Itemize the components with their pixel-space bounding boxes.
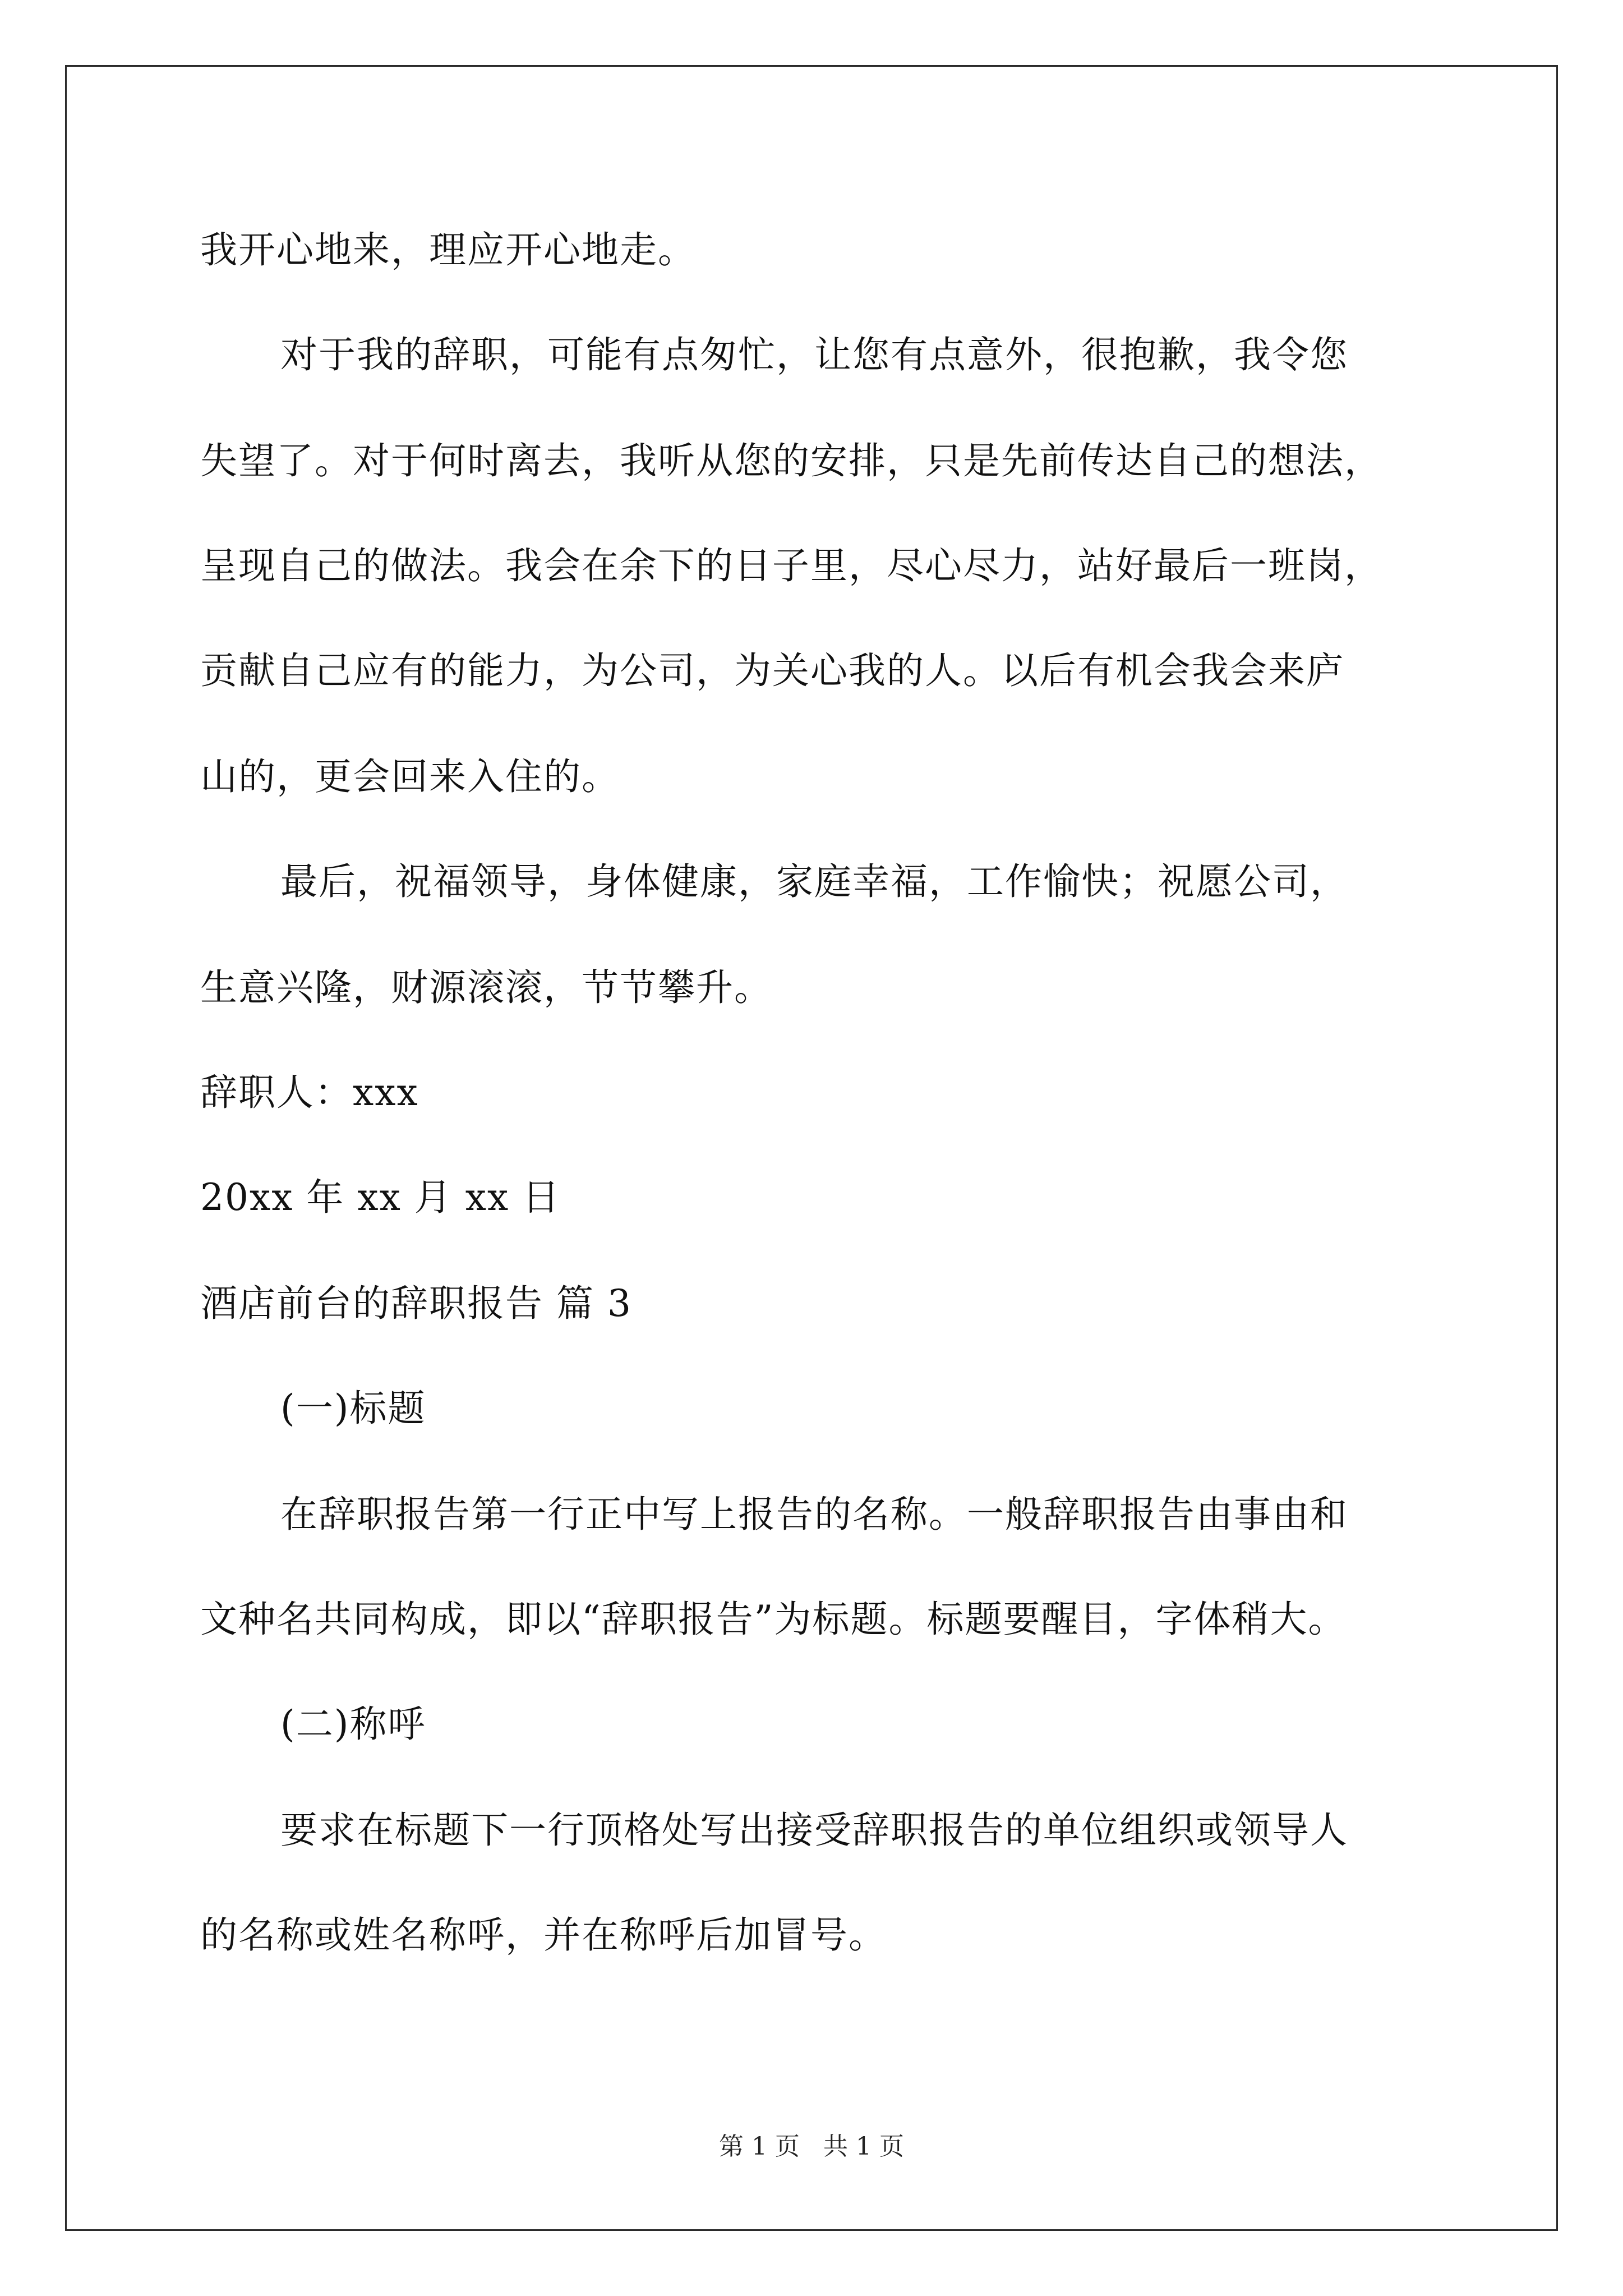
text-line-17: 的名称或姓名称呼，并在称呼后加冒号。 bbox=[200, 1913, 887, 1957]
subheading-salutation: (二)称呼 bbox=[280, 1703, 426, 1746]
text-line-7: 最后，祝福领导，身体健康，家庭幸福，工作愉快；祝愿公司， bbox=[280, 860, 1348, 903]
text-line-4: 呈现自己的做法。我会在余下的日子里，尽心尽力，站好最后一班岗， bbox=[200, 544, 1382, 587]
subheading-title: (一)标题 bbox=[280, 1387, 426, 1430]
text-line-13: 在辞职报告第一行正中写上报告的名称。一般辞职报告由事由和 bbox=[280, 1493, 1348, 1536]
section-title: 酒店前台的辞职报告 篇 3 bbox=[200, 1282, 632, 1325]
date-line: 20xx 年 xx 月 xx 日 bbox=[200, 1176, 561, 1219]
text-line-3: 失望了。对于何时离去，我听从您的安排，只是先前传达自己的想法， bbox=[200, 439, 1382, 482]
text-line-14: 文种名共同构成，即以“辞职报告”为标题。标题要醒目，字体稍大。 bbox=[200, 1598, 1347, 1641]
signature-line: 辞职人：xxx bbox=[200, 1071, 419, 1114]
text-line-8: 生意兴隆，财源滚滚，节节攀升。 bbox=[200, 966, 772, 1009]
page-border bbox=[65, 65, 1558, 2231]
text-line-2: 对于我的辞职，可能有点匆忙，让您有点意外，很抱歉，我令您 bbox=[280, 333, 1348, 376]
text-line-1: 我开心地来，理应开心地走。 bbox=[200, 228, 696, 272]
text-line-16: 要求在标题下一行顶格处写出接受辞职报告的单位组织或领导人 bbox=[280, 1809, 1348, 1852]
text-line-6: 山的，更会回来入住的。 bbox=[200, 755, 620, 798]
text-line-5: 贡献自己应有的能力，为公司，为关心我的人。以后有机会我会来庐 bbox=[200, 649, 1344, 692]
page-footer: 第 1 页 共 1 页 bbox=[719, 2132, 904, 2161]
